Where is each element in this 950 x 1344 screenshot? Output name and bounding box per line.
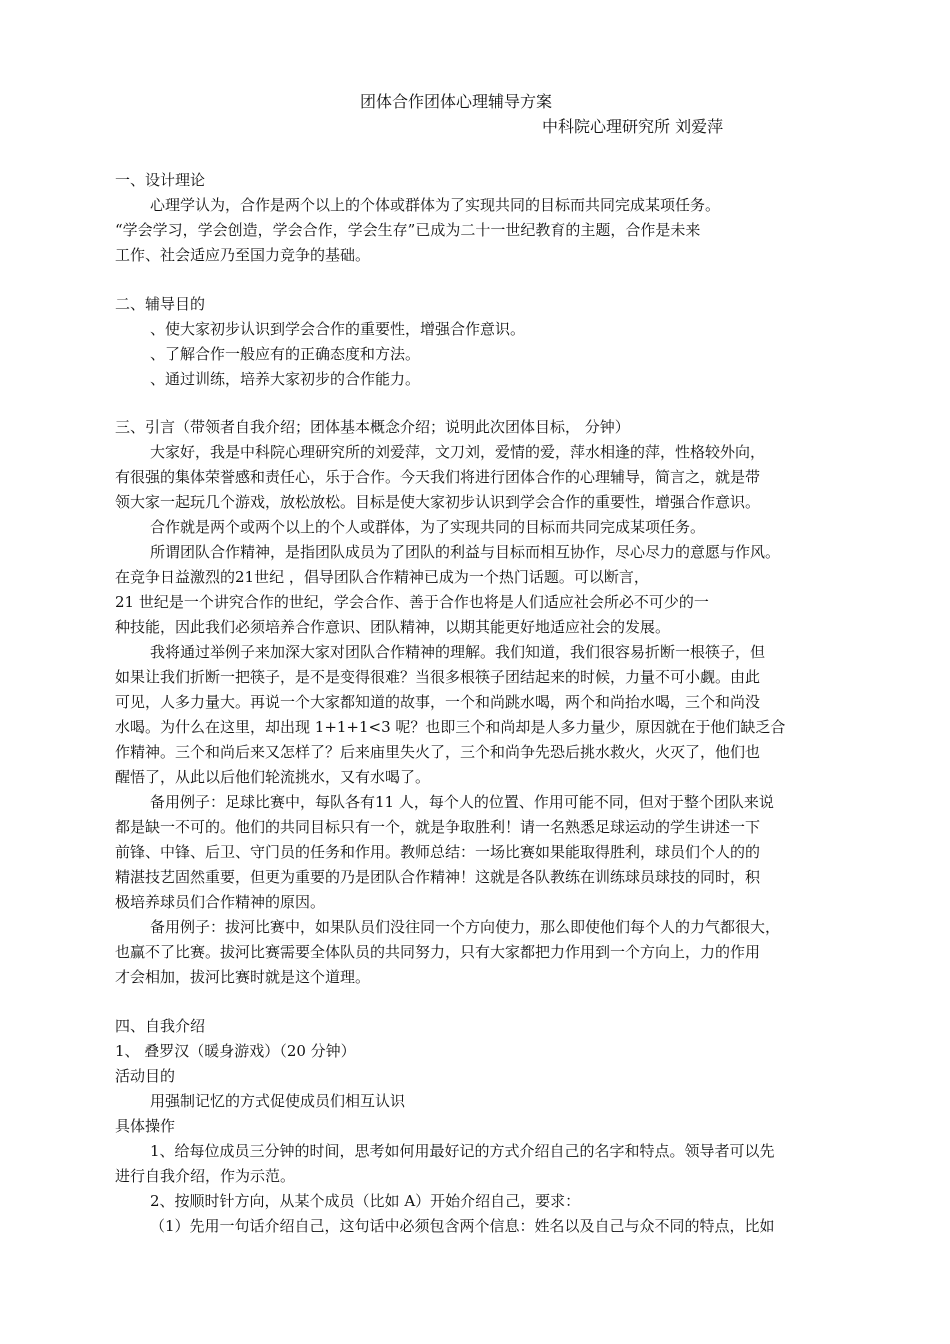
paragraph-line: 都是缺一不可的。他们的共同目标只有一个，就是争取胜利！请一名熟悉足球运动的学生讲述一下 <box>115 818 761 836</box>
section-heading: 一、设计理论 <box>115 171 206 189</box>
paragraph-line: “学会学习，学会创造，学会合作，学会生存”已成为二十一世纪教育的主题，合作是未来 <box>115 221 701 239</box>
paragraph-line: 工作、社会适应乃至国力竞争的基础。 <box>115 246 371 264</box>
paragraph-line: （1）先用一句话介绍自己，这句话中必须包含两个信息：姓名以及自己与众不同的特点，比如 <box>150 1217 775 1235</box>
paragraph-line: 所谓团队合作精神，是指团队成员为了团队的利益与目标而相互协作，尽心尽力的意愿与作风。 <box>150 543 781 561</box>
paragraph-line: 用强制记忆的方式促使成员们相互认识 <box>150 1092 406 1110</box>
paragraph-line: 1、给每位成员三分钟的时间，思考如何用最好记的方式介绍自己的名字和特点。领导者可以先 <box>150 1142 775 1160</box>
paragraph-line: 极培养球员们合作精神的原因。 <box>115 893 326 911</box>
paragraph-line: 大家好，我是中科院心理研究所的刘爱萍，文刀刘，爱情的爱，萍水相逢的萍，性格较外向， <box>150 443 766 461</box>
section-heading: 三、引言（带领者自我介绍；团体基本概念介绍；说明此次团体目标， 分钟） <box>115 418 630 436</box>
paragraph-line: 备用例子：足球比赛中，每队各有11 人，每个人的位置、作用可能不同，但对于整个团队来说 <box>150 793 774 811</box>
paragraph-line: 在竞争日益激烈的21世纪 ，倡导团队合作精神已成为一个热门话题。可以断言， <box>115 568 649 586</box>
document-title: 团体合作团体心理辅导方案 <box>360 92 553 111</box>
section-heading: 四、自我介绍 <box>115 1017 206 1035</box>
paragraph-line: 进行自我介绍，作为示范。 <box>115 1167 296 1185</box>
paragraph-line: 可见，人多力量大。再说一个大家都知道的故事，一个和尚跳水喝，两个和尚抬水喝，三个和尚没 <box>115 693 761 711</box>
paragraph-line: 有很强的集体荣誉感和责任心，乐于合作。今天我们将进行团体合作的心理辅导，简言之，就是带 <box>115 468 761 486</box>
paragraph-line: 醒悟了，从此以后他们轮流挑水，又有水喝了。 <box>115 768 431 786</box>
paragraph-line: 如果让我们折断一把筷子，是不是变得很难？当很多根筷子团结起来的时候，力量不可小觑。由此 <box>115 668 761 686</box>
paragraph-line: 21 世纪是一个讲究合作的世纪，学会合作、善于合作也将是人们适应社会所必不可少的一 <box>115 593 709 611</box>
subheading: 活动目的 <box>115 1067 176 1085</box>
paragraph-line: 备用例子：拔河比赛中，如果队员们没往同一个方向使力，那么即使他们每个人的力气都很大， <box>150 918 781 936</box>
paragraph-line: 心理学认为，合作是两个以上的个体或群体为了实现共同的目标而共同完成某项任务。 <box>150 196 721 214</box>
paragraph-line: 精湛技艺固然重要，但更为重要的乃是团队合作精神！这就是各队教练在训练球员球技的同时，积 <box>115 868 761 886</box>
paragraph-line: 才会相加，拔河比赛时就是这个道理。 <box>115 968 371 986</box>
paragraph-line: 领大家一起玩几个游戏，放松放松。目标是使大家初步认识到学会合作的重要性，增强合作意识。 <box>115 493 761 511</box>
paragraph-line: 合作就是两个或两个以上的个人或群体，为了实现共同的目标而共同完成某项任务。 <box>150 518 706 536</box>
paragraph-line: 也赢不了比赛。拔河比赛需要全体队员的共同努力，只有大家都把力作用到一个方向上，力的作用 <box>115 943 761 961</box>
paragraph-line: 我将通过举例子来加深大家对团队合作精神的理解。我们知道，我们很容易折断一根筷子，但 <box>150 643 766 661</box>
list-item: 、使大家初步认识到学会合作的重要性，增强合作意识。 <box>150 320 526 338</box>
paragraph-line: 2、按顺时针方向，从某个成员（比如 A）开始介绍自己，要求： <box>150 1192 581 1210</box>
paragraph-line: 水喝。为什么在这里，却出现 1+1+1<3 呢？也即三个和尚却是人多力量少，原因就在于他们缺乏合 <box>115 718 786 736</box>
subheading: 具体操作 <box>115 1117 176 1135</box>
paragraph-line: 前锋、中锋、后卫、守门员的任务和作用。教师总结：一场比赛如果能取得胜利，球员们个人的的 <box>115 843 761 861</box>
document-author: 中科院心理研究所 刘爱萍 <box>542 117 724 136</box>
activity-heading: 1、 叠罗汉（暖身游戏）（20 分钟） <box>115 1042 356 1060</box>
list-item: 、了解合作一般应有的正确态度和方法。 <box>150 345 421 363</box>
section-heading: 二、辅导目的 <box>115 295 206 313</box>
list-item: 、通过训练，培养大家初步的合作能力。 <box>150 370 421 388</box>
paragraph-line: 种技能，因此我们必须培养合作意识、团队精神，以期其能更好地适应社会的发展。 <box>115 618 671 636</box>
paragraph-line: 作精神。三个和尚后来又怎样了？后来庙里失火了，三个和尚争先恐后挑水救火，火灭了，他们也 <box>115 743 761 761</box>
